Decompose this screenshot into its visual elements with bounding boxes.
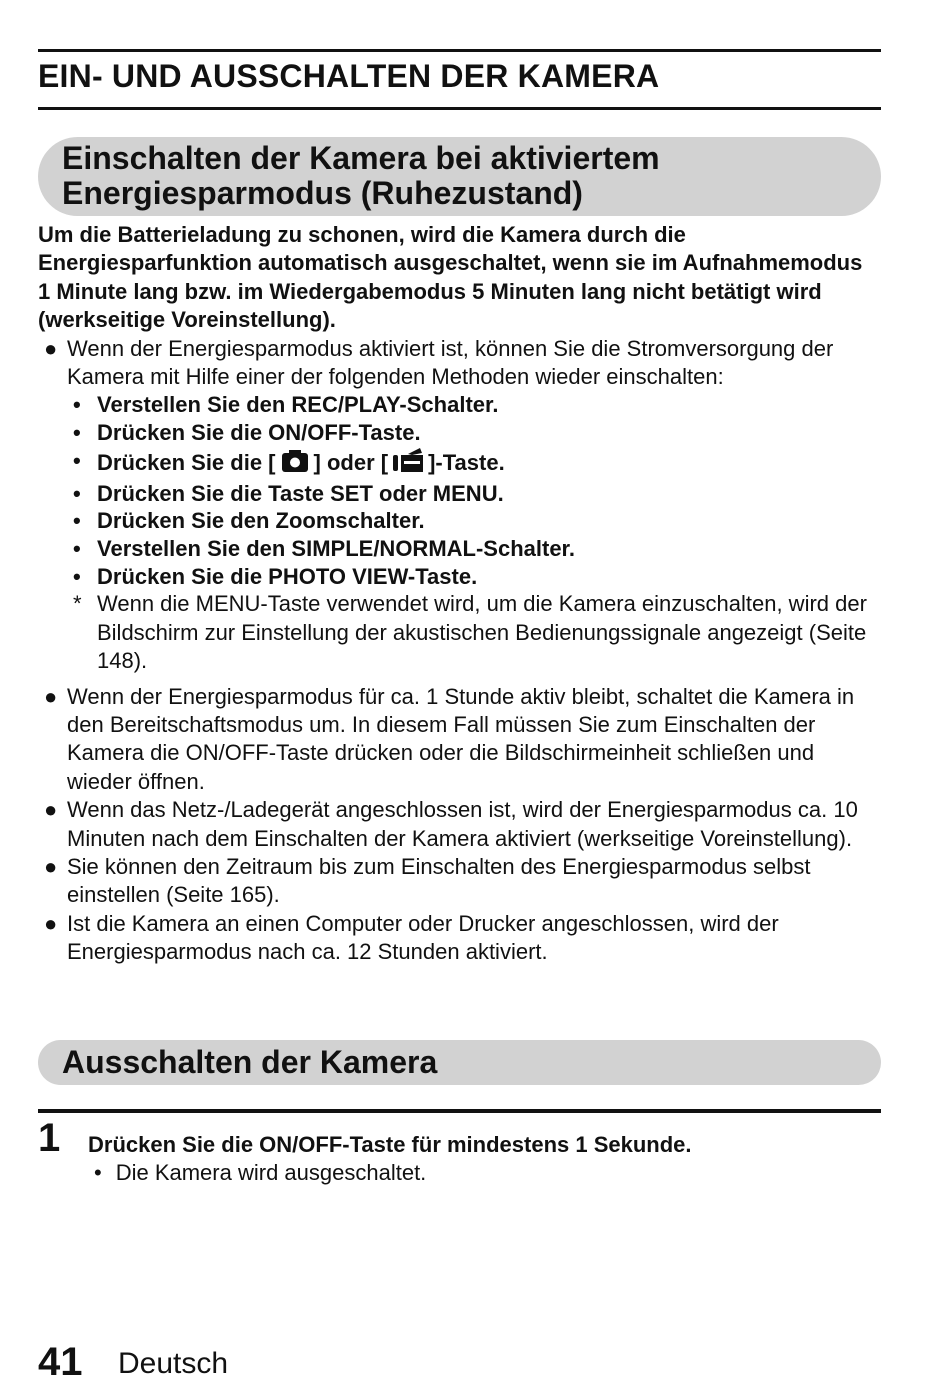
section-heading-energy-saving <box>38 137 881 216</box>
language-label: Deutsch <box>118 1347 229 1380</box>
method-item: • Drücken Sie die ON/OFF-Taste. <box>73 420 421 446</box>
video-camera-icon <box>392 447 424 480</box>
title-rule <box>38 107 881 110</box>
intro-paragraph: Um die Batterieladung zu schonen, wird die Kamera durch die Energiesparfunktion automatisch ausgeschaltet, wenn sie im Aufnahmemodus 1 Minute lang bzw. im Wiedergabemodus 5 Minuten lang nicht betätigt wird (werkseitige Voreinstellung). <box>38 222 863 333</box>
bullet-text: Wenn der Energiesparmodus aktiviert ist, können Sie die Stromversorgung der Kamera mit Hilfe einer der folgenden Methoden wieder einschalten: <box>67 335 834 390</box>
method-item: • Drücken Sie die [ ] oder [ ]-Taste. <box>38 447 888 480</box>
top-rule <box>38 49 881 52</box>
method-item: • Verstellen Sie den SIMPLE/NORMAL-Schalter. <box>73 535 576 561</box>
list-item: ● Wenn der Energiesparmodus für ca. 1 Stunde aktiv bleibt, schaltet die Kamera in den Bereitschaftsmodus um. In diesem Fall müssen Sie zum Einschalten der Kamera die ON/OFF-Taste drücken oder die Bildschirmeinheit schließen und wieder öffnen. <box>44 683 855 794</box>
camera-icon <box>280 449 310 480</box>
step-rule <box>38 1109 881 1113</box>
method-item: • Drücken Sie die PHOTO VIEW-Taste. <box>73 563 478 589</box>
section-heading-power-off <box>38 1040 881 1085</box>
heading-line-2: Energiesparmodus (Ruhezustand) <box>62 175 583 211</box>
list-item: ● Ist die Kamera an einen Computer oder Drucker angeschlossen, wird der Energiesparmodus nach ca. 12 Stunden aktiviert. <box>44 910 779 965</box>
heading-text: Ausschalten der Kamera <box>62 1044 438 1080</box>
list-item: ● Wenn das Netz-/Ladegerät angeschlossen ist, wird der Energiesparmodus ca. 10 Minuten nach dem Einschalten der Kamera aktiviert (werkseitige Voreinstellung). <box>44 797 858 851</box>
step-number: 1 <box>38 1116 61 1160</box>
page-title: EIN- UND AUSSCHALTEN DER KAMERA <box>38 58 660 94</box>
list-item: ● Wenn der Energiesparmodus aktiviert ist, können Sie die Stromversorgung der Kamera mit Hilfe einer der folgenden Methoden wieder einschalten: <box>44 335 834 390</box>
step-text: Drücken Sie die ON/OFF-Taste für mindestens 1 Sekunde. <box>88 1132 692 1157</box>
method-item: • Drücken Sie die Taste SET oder MENU. <box>73 480 504 506</box>
page-number: 41 <box>38 1340 83 1382</box>
list-item: ● Sie können den Zeitraum bis zum Einschalten des Energiesparmodus selbst einstellen (Seite 165). <box>44 854 811 908</box>
method-item: • Verstellen Sie den REC/PLAY-Schalter. <box>73 392 499 418</box>
footnote: * Wenn die MENU-Taste verwendet wird, um die Kamera einzuschalten, wird der Bildschirm zur Einstellung der akustischen Bedienungssignale angezeigt (Seite 148). <box>73 591 867 674</box>
step-note: • Die Kamera wird ausgeschaltet. <box>94 1160 427 1185</box>
method-item: • Drücken Sie den Zoomschalter. <box>73 508 425 534</box>
heading-line-1: Einschalten der Kamera bei aktiviertem <box>62 140 660 176</box>
